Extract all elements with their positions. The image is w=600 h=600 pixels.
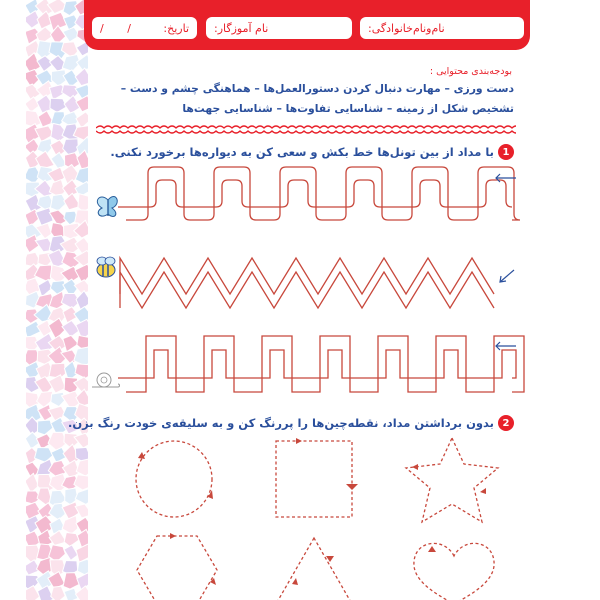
dotted-triangle[interactable]	[276, 538, 352, 600]
arrow-3-icon	[496, 342, 516, 350]
dotted-heart[interactable]	[414, 543, 494, 600]
dotted-star[interactable]	[406, 438, 498, 522]
instruction-2-text: بدون برداشتن مداد، نقطه‌چین‌ها را پررنگ کن و به سلیقه‌ی خودت رنگ بزن.	[67, 416, 494, 430]
instruction-1-number: 1	[498, 144, 514, 160]
dotted-circle[interactable]	[136, 441, 212, 517]
dotted-square[interactable]	[276, 441, 352, 517]
instruction-1-text: با مداد از بین تونل‌ها خط بکش و سعی کن به دیواره‌ها برخورد نکنی.	[110, 145, 494, 159]
teacher-label: نام آموزگار:	[214, 21, 269, 35]
bee-icon	[97, 257, 115, 277]
date-slashes: / /	[100, 21, 141, 35]
butterfly-icon	[97, 196, 117, 216]
tunnel-2-zigzag[interactable]	[120, 258, 494, 308]
tunnel-3-square-wave[interactable]	[118, 336, 524, 392]
arrow-1-icon	[496, 174, 516, 182]
date-label: تاریخ:	[163, 21, 189, 35]
name-label: نام‌ونام‌خانوادگی:	[368, 21, 445, 35]
instruction-2-number: 2	[498, 415, 514, 431]
content-body: دست ورزی – مهارت دنبال کردن دستورالعمل‌ها – هماهنگی چشم و دست – تشخیص شکل از زمینه – شناسایی تفاوت‌ها – شناسایی جهت‌ها	[120, 82, 514, 115]
instruction-2	[68, 415, 514, 431]
arrow-2-icon	[500, 270, 514, 282]
dotted-shape-arrows	[138, 438, 486, 585]
dotted-hexagon[interactable]	[137, 536, 217, 600]
snail-icon	[92, 373, 120, 387]
content-label: بودجه‌بندی محتوایی :	[429, 66, 512, 77]
tunnel-1-rounded-wave[interactable]	[118, 167, 520, 220]
